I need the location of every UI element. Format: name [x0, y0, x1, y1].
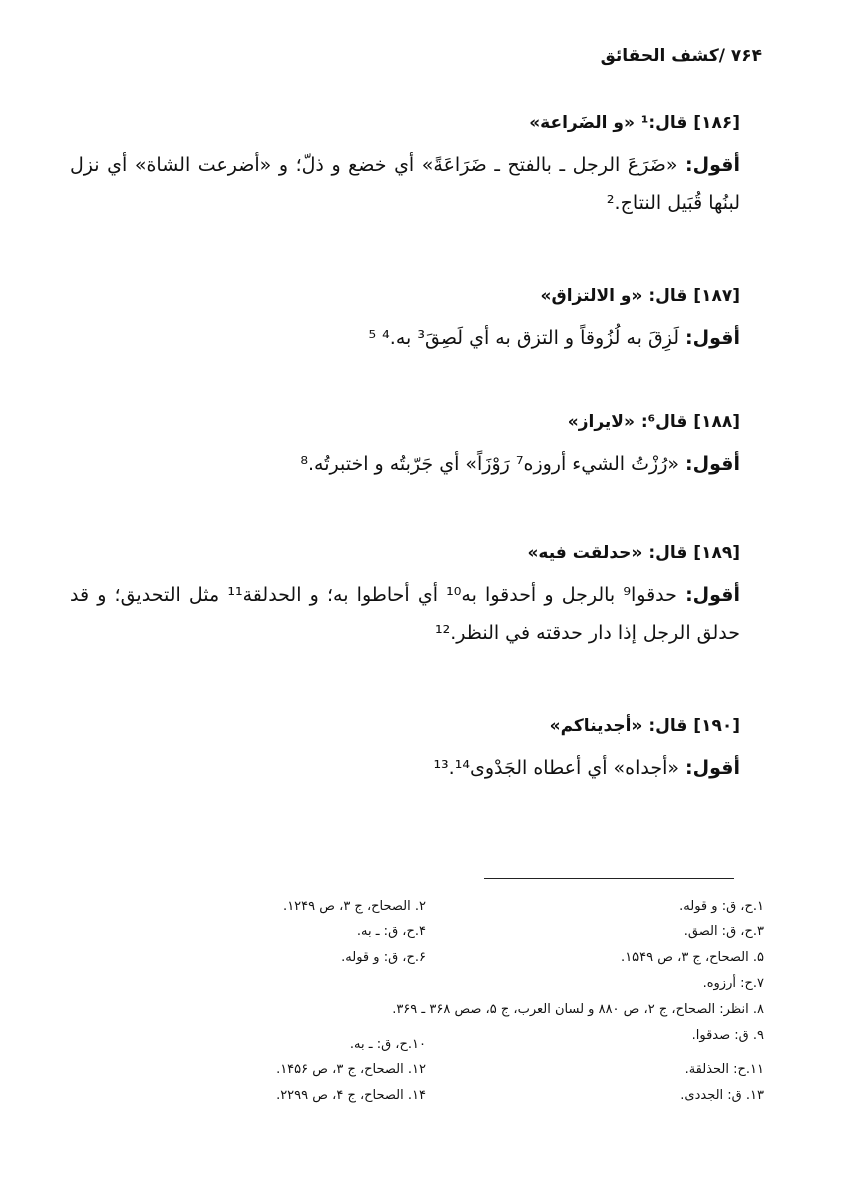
entry-heading: [۱۹۰] قال: «أجديناكم»	[549, 716, 740, 736]
footnote: ۲. الصحاح، ج ۳، ص ۱۲۴۹.	[283, 899, 426, 914]
entry-text	[70, 576, 740, 652]
footnote: ۶.ح، ق: و قوله.	[341, 950, 426, 965]
entry-body: حدقوا⁹ بالرجل و أحدقوا به¹⁰ أي أحاطوا به؛ و الحدلقة¹¹ مثل التحديق؛ و قد حدلق الرجل إذا دار حدقته في النظر.¹²	[70, 584, 740, 644]
entry-heading: [۱۸۶] قال:¹ «و الضَراعة»	[529, 113, 740, 133]
footnote: ۱۱.ح: الحذلقة.	[684, 1062, 764, 1077]
entry-text	[70, 445, 740, 483]
entry-body: «رُزْتُ الشيء أروزه⁷ رَوْزَاً» أي جَرّبتُه و اختبرتُه.⁸	[300, 453, 679, 475]
entry-text	[70, 319, 740, 357]
footnote: ۱۴. الصحاح، ج ۴، ص ۲۲۹۹.	[276, 1088, 426, 1103]
footnote: ۵. الصحاح، ج ۳، ص ۱۵۴۹.	[621, 950, 764, 965]
entry-lead: أقول:	[685, 757, 740, 779]
entry-lead: أقول:	[685, 584, 741, 606]
footnote: ۸. انظر: الصحاح، ج ۲، ص ۸۸۰ و لسان العرب، ج ۵، صص ۳۶۸ ـ ۳۶۹.	[392, 1002, 764, 1017]
entry-body: «ضَرَعَ الرجل ـ بالفتح ـ ضَرَاعَةً» أي خضع و ذلّ؛ و «أضرعت الشاة» أي نزل لبنُها قُبَيل النتاج.²	[70, 154, 740, 214]
footnote: ۴.ح، ق: ـ به.	[356, 924, 426, 939]
entry-body: لَزِقَ به لُزُوقاً و التزق به أي لَصِقَ³ به.⁴ ⁵	[368, 327, 679, 349]
entry-heading: [۱۸۸] قال⁶: «لايراز»	[567, 412, 740, 432]
footnote: ۱۳. ق: الجددی.	[680, 1088, 764, 1103]
footnote: ۳.ح، ق: الصق.	[683, 924, 764, 939]
footnote: ۱۲. الصحاح، ج ۳، ص ۱۴۵۶.	[276, 1062, 426, 1077]
entry-body: «أجداه» أي أعطاه الجَدْوى¹³.¹⁴	[433, 757, 679, 779]
entry-186	[70, 110, 740, 222]
entry-189	[70, 540, 740, 652]
entry-lead: أقول:	[685, 453, 740, 475]
footnote: ۱۰.ح، ق: ـ به.	[349, 1037, 426, 1052]
entry-lead: أقول:	[685, 154, 740, 176]
entry-text	[70, 146, 740, 222]
entry-heading: [۱۸۷] قال: «و الالتزاق»	[540, 286, 740, 306]
footnote: ۹. ق: صدقوا.	[691, 1028, 764, 1043]
entry-text	[70, 749, 740, 787]
entry-188	[70, 409, 740, 483]
entry-187	[70, 283, 740, 357]
entry-heading: [۱۸۹] قال: «حدلقت فيه»	[527, 543, 740, 563]
running-header: ۷۶۴ /کشف الحقائق	[600, 46, 762, 66]
footnote: ۱.ح، ق: و قوله.	[679, 899, 764, 914]
footnote-divider	[484, 878, 734, 879]
footnote: ۷.ح: أرزوه.	[702, 976, 764, 991]
entry-lead: أقول:	[685, 327, 740, 349]
entry-190	[70, 713, 740, 787]
